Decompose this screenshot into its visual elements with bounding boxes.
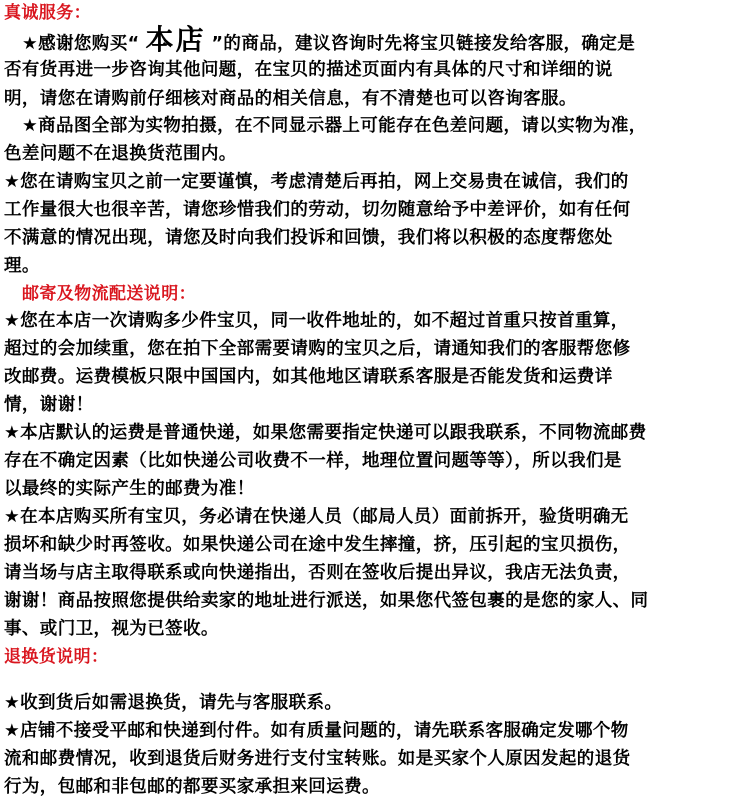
shipping-line-8: ★在本店购买所有宝贝，务必请在快递人员（邮局人员）面前拆开，验货明确无 bbox=[4, 507, 629, 527]
returns-line-4: 行为，包邮和非包邮的都要买家承担来回运费。 bbox=[4, 777, 380, 797]
shipping-line-12: 事、或门卫，视为已签收。 bbox=[4, 619, 219, 639]
shipping-line-3: 改邮费。运费模板只限中国国内，如其他地区请联系客服是否能发货和运费详 bbox=[4, 367, 613, 387]
shipping-heading: 邮寄及物流配送说明： bbox=[22, 284, 196, 304]
shipping-line-7: 以最终的实际产生的邮费为准！ bbox=[4, 479, 255, 499]
service-line-2: 否有货再进一步咨询其他问题，在宝贝的描述页面内有具体的尺寸和详细的说 bbox=[4, 60, 613, 80]
service-line-5: 色差问题不在退换货范围内。 bbox=[4, 144, 237, 164]
service-line-1-pre: ★感谢您购买“ bbox=[22, 34, 140, 54]
shipping-line-2: 超过的会加续重，您在拍下全部需要请购的宝贝之后，请通知我们的客服帮您修 bbox=[4, 339, 631, 359]
service-line-8: 不满意的情况出现，请您及时向我们投诉和回馈，我们将以积极的态度帮您处 bbox=[4, 228, 613, 248]
service-line-6: ★您在请购宝贝之前一定要谨慎，考虑清楚后再拍，网上交易贵在诚信，我们的 bbox=[4, 172, 629, 192]
shipping-line-6: 存在不确定因素（比如快递公司收费不一样，地理位置问题等等），所以我们是 bbox=[4, 451, 622, 471]
returns-line-2: ★店铺不接受平邮和快递到付件。如有质量问题的，请先联系客服确定发哪个物 bbox=[4, 721, 629, 741]
store-name: 本店 bbox=[145, 23, 206, 56]
returns-heading: 退换货说明： bbox=[4, 647, 109, 667]
service-line-1-post: ”的商品，建议咨询时先将宝贝链接发给客服，确定是 bbox=[211, 34, 636, 54]
shipping-line-1: ★您在本店一次请购多少件宝贝，同一收件地址的，如不超过首重只按首重算， bbox=[4, 311, 629, 331]
service-line-3: 明，请您在请购前仔细核对商品的相关信息，有不清楚也可以咨询客服。 bbox=[4, 89, 577, 109]
shipping-line-11: 谢谢！商品按照您提供给卖家的地址进行派送，如果您代签包裹的是您的家人、同 bbox=[4, 591, 649, 611]
service-line-7: 工作量很大也很辛苦，请您珍惜我们的劳动，切勿随意给予中差评价，如有任何 bbox=[4, 200, 631, 220]
shipping-line-4: 情，谢谢！ bbox=[4, 395, 94, 415]
service-line-1 bbox=[22, 23, 636, 56]
shipping-line-10: 请当场与店主取得联系或向快递指出，否则在签收后提出异议，我店无法负责， bbox=[4, 563, 631, 583]
shipping-line-5: ★本店默认的运费是普通快递，如果您需要指定快递可以跟我联系，不同物流邮费 bbox=[4, 423, 647, 443]
service-line-4: ★商品图全部为实物拍摄，在不同显示器上可能存在色差问题，请以实物为准， bbox=[22, 116, 647, 136]
shipping-line-9: 损坏和缺少时再签收。如果快递公司在途中发生摔撞，挤，压引起的宝贝损伤， bbox=[4, 535, 631, 555]
service-line-9: 理。 bbox=[4, 256, 40, 276]
service-heading: 真诚服务： bbox=[4, 3, 91, 23]
returns-line-1: ★收到货后如需退换货，请先与客服联系。 bbox=[4, 693, 343, 713]
returns-line-3: 流和邮费情况，收到退货后财务进行支付宝转账。如是买家个人原因发起的退货 bbox=[4, 749, 631, 769]
